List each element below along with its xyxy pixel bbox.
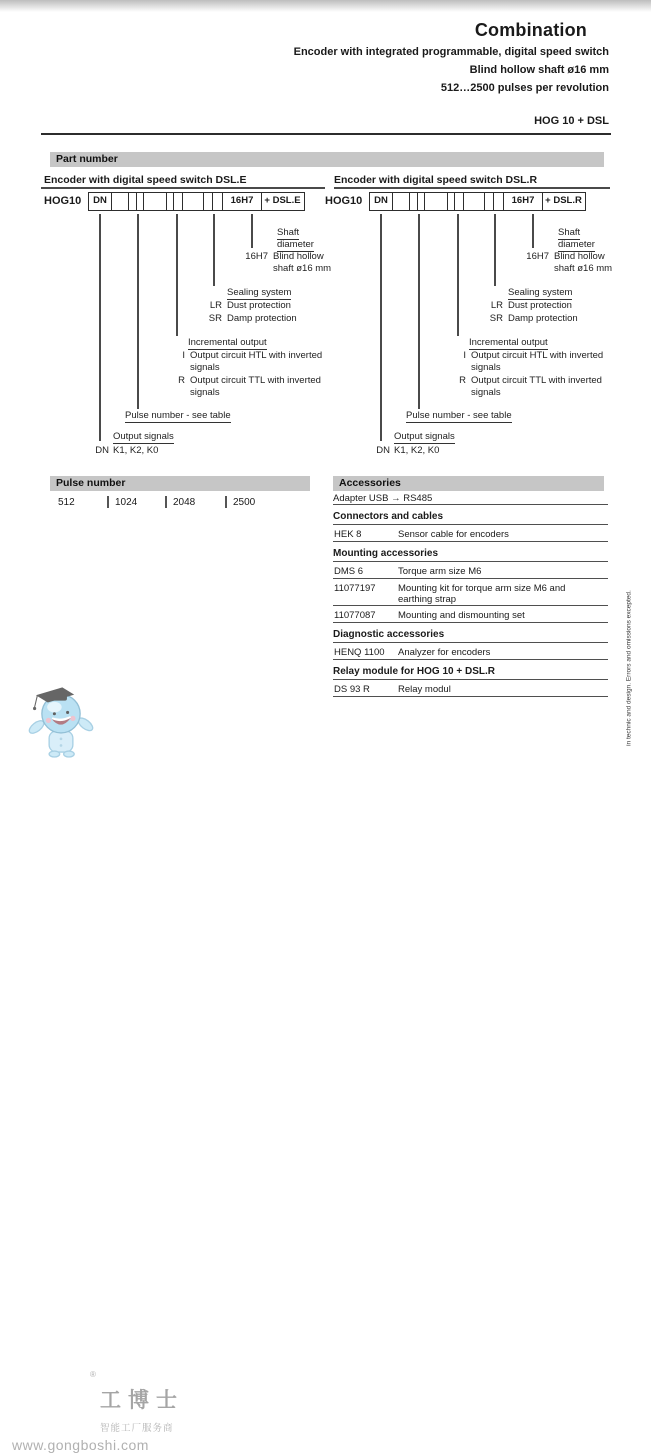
legend-desc: Blind hollow (554, 251, 605, 262)
section-bar-accessories: Accessories (333, 476, 604, 491)
accessory-code: DS 93 R (334, 684, 370, 695)
legend-code-lr: LR (209, 300, 222, 311)
legend-desc: Blind hollow (273, 251, 324, 262)
part-code-boxes (88, 192, 305, 211)
mascot-eye (66, 711, 69, 714)
legend-desc: Damp protection (508, 313, 578, 324)
accessory-desc: Mounting kit for torque arm size M6 and earthing strap (398, 583, 566, 605)
accessory-row (333, 606, 608, 623)
cap-tassel-end (33, 707, 36, 710)
subtitle-line: Blind hollow shaft ø16 mm (469, 64, 609, 76)
part-code-cell-suffix: + DSL.R (542, 192, 586, 211)
legend-desc: Dust protection (508, 300, 572, 311)
accessory-group-heading: Relay module for HOG 10 + DSL.R (333, 660, 608, 680)
pulse-separator (225, 496, 227, 508)
part-code-cell-empty (182, 192, 205, 211)
legend-code-r: R (459, 375, 466, 386)
mascot-foot (64, 751, 75, 757)
accessory-row (333, 562, 608, 579)
leader-line-shaft (532, 214, 534, 248)
legend-code-16h7: 16H7 (245, 251, 268, 262)
accessory-desc: Mounting and dismounting set (398, 610, 525, 621)
accessory-row (333, 643, 608, 660)
subtitle-line: Encoder with integrated programmable, digital speed switch (293, 46, 609, 58)
legend-desc: Output circuit HTL with inverted (190, 350, 323, 361)
part-code-prefix: HOG10 (325, 195, 363, 207)
mascot-eye (53, 712, 56, 715)
legend-desc: signals (471, 362, 501, 373)
part-code-cell-empty (392, 192, 411, 211)
leader-line-output-signals (99, 214, 101, 441)
legend-code-sr: SR (489, 313, 503, 324)
accessory-group-heading: Diagnostic accessories (333, 623, 608, 643)
accessory-code: 11077197 (334, 583, 376, 594)
mascot-button (60, 738, 63, 741)
legend-heading-diameter: diameter (558, 239, 595, 250)
part-code-cell-signals: DN (369, 192, 393, 211)
mascot-foot (49, 751, 60, 757)
pulse-separator (107, 496, 109, 508)
legend-heading-diameter: diameter (277, 239, 314, 250)
subtitle-line: 512…2500 pulses per revolution (440, 82, 609, 94)
legend-desc: shaft ø16 mm (554, 263, 613, 274)
mascot-body (49, 731, 73, 752)
leader-line-incremental (176, 214, 178, 336)
part-number-diagram-dsl-r (281, 0, 611, 470)
diagram-title-dsl-e: Encoder with digital speed switch DSL.E (44, 174, 247, 186)
legend-heading-incremental: Incremental output (469, 337, 548, 348)
leader-line-sealing (213, 214, 215, 286)
cap-tassel (35, 696, 38, 707)
model-name: HOG 10 + DSL (534, 115, 609, 127)
part-code-cell-shaft: 16H7 (222, 192, 262, 211)
part-code-cell-suffix: + DSL.E (261, 192, 305, 211)
accessories-table (333, 491, 608, 697)
mascot-head-highlight (47, 702, 62, 713)
mascot-illustration (28, 686, 94, 762)
accessory-desc: Sensor cable for encoders (398, 529, 509, 540)
brand-tagline: 智能工厂服务商 (100, 1423, 174, 1434)
accessory-row (333, 680, 608, 697)
pulse-value: 1024 (115, 497, 138, 508)
page-title: Combination (474, 20, 587, 40)
diagram-title-dsl-r: Encoder with digital speed switch DSL.R (334, 174, 538, 186)
brand-name: 工博士 (100, 1389, 184, 1412)
accessory-code: 11077087 (334, 610, 376, 621)
legend-code-sr: SR (208, 313, 222, 324)
accessory-row (333, 579, 608, 606)
legend-code-lr: LR (490, 300, 503, 311)
part-code-boxes (369, 192, 586, 211)
mascot-cheek (70, 716, 75, 721)
legend-heading-incremental: Incremental output (188, 337, 267, 348)
legend-heading-pulse: Pulse number - see table (125, 410, 231, 421)
pulse-value: 2048 (173, 497, 196, 508)
leader-line-sealing (494, 214, 496, 286)
legend-heading-sealing: Sealing system (227, 287, 292, 298)
leader-line-shaft (251, 214, 253, 248)
legend-desc: Dust protection (227, 300, 291, 311)
side-note-text: in technic and design. Errors and omissions excepted. (625, 590, 633, 746)
mascot-cheek (46, 718, 51, 723)
pulse-value: 512 (58, 497, 75, 508)
legend-desc: Damp protection (227, 313, 297, 324)
leader-line-incremental (457, 214, 459, 336)
legend-code-16h7: 16H7 (526, 251, 549, 262)
part-code-cell-empty (111, 192, 130, 211)
accessory-code: DMS 6 (334, 566, 364, 577)
pulse-separator (165, 496, 167, 508)
accessory-row (333, 525, 608, 542)
legend-code-dn: DN (95, 445, 109, 456)
accessory-code: HENQ 1100 (334, 647, 385, 658)
legend-desc: signals (471, 387, 501, 398)
part-code-cell-empty (424, 192, 448, 211)
graduation-cap-base (50, 695, 67, 701)
legend-code-i: I (463, 350, 466, 361)
legend-heading-output-signals: Output signals (113, 431, 174, 442)
part-code-cell-empty (143, 192, 167, 211)
legend-desc: Output circuit TTL with inverted (471, 375, 602, 386)
legend-code-r: R (178, 375, 185, 386)
accessory-code: HEK 8 (334, 529, 362, 540)
legend-heading-output-signals: Output signals (394, 431, 455, 442)
legend-desc: signals (190, 362, 220, 373)
watermark-logo (0, 680, 260, 1453)
legend-code-i: I (182, 350, 185, 361)
accessory-group-heading: Mounting accessories (333, 542, 608, 562)
pulse-value: 2500 (233, 497, 256, 508)
leader-line-pulse-number (137, 214, 139, 409)
accessory-desc: Adapter USB → RS485 (333, 493, 433, 504)
accessory-group-heading: Connectors and cables (333, 505, 608, 525)
legend-heading-pulse: Pulse number - see table (406, 410, 512, 421)
part-code-cell-signals: DN (88, 192, 112, 211)
part-code-prefix: HOG10 (44, 195, 82, 207)
registered-mark: ® (90, 1370, 96, 1379)
part-code-cell-shaft: 16H7 (503, 192, 543, 211)
section-bar-part-number: Part number (50, 152, 604, 167)
legend-desc: shaft ø16 mm (273, 263, 332, 274)
legend-desc: signals (190, 387, 220, 398)
accessory-desc: Relay modul (398, 684, 451, 695)
legend-desc: Output circuit TTL with inverted (190, 375, 321, 386)
accessory-row (333, 491, 608, 505)
section-bar-pulse-number: Pulse number (50, 476, 310, 491)
part-code-cell-empty (463, 192, 486, 211)
mascot-button (60, 744, 63, 747)
legend-heading-sealing: Sealing system (508, 287, 573, 298)
brand-url: www.gongboshi.com (12, 1437, 149, 1453)
accessory-desc: Torque arm size M6 (398, 566, 482, 577)
legend-heading-shaft: Shaft (558, 227, 581, 238)
legend-desc: K1, K2, K0 (394, 445, 440, 456)
legend-desc: Output circuit HTL with inverted (471, 350, 604, 361)
legend-heading-shaft: Shaft (277, 227, 300, 238)
legend-desc: K1, K2, K0 (113, 445, 159, 456)
leader-line-pulse-number (418, 214, 420, 409)
accessory-desc: Analyzer for encoders (398, 647, 491, 658)
leader-line-output-signals (380, 214, 382, 441)
legend-code-dn: DN (376, 445, 390, 456)
